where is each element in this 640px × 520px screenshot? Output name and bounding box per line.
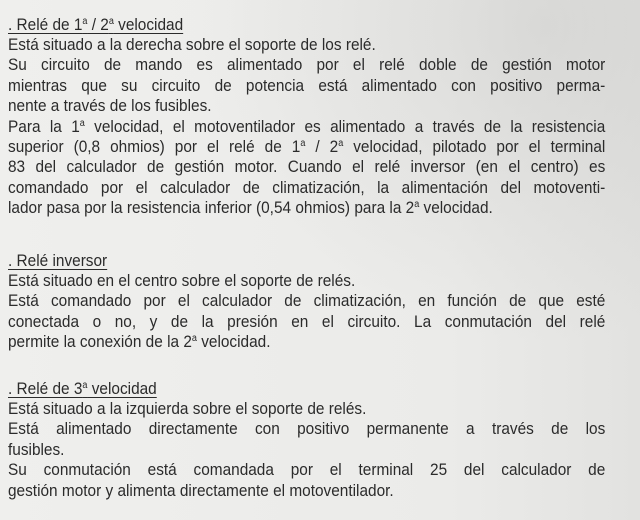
section-rele-1-2-velocidad	[8, 14, 605, 219]
paragraph-line: nente a través de los fusibles.	[8, 96, 212, 116]
paragraph-line: Para la 1$^a$ velocidad, el motoventilador es alimentado a través de la resistencia	[8, 116, 606, 136]
paragraph-line: gestión motor y alimenta directamente el motoventilador.	[8, 480, 394, 500]
paragraph-line: permite la conexión de la 2$^a$ velocidad.	[8, 332, 271, 352]
paragraph-line: conectada o no, y de la presión en el circuito. La conmutación del relé	[8, 311, 606, 331]
paragraph-line: lador pasa por la resistencia inferior (0,54 ohmios) para la 2$^a$ velocidad.	[8, 198, 493, 218]
section-rele-3-velocidad	[8, 378, 605, 501]
paragraph-line: superior (0,8 ohmios) por el relé de 1$^a$ / 2$^a$ velocidad, pilotado por el terminal	[8, 137, 606, 157]
paragraph-line: Está situado a la izquierda sobre el soporte de relés.	[8, 399, 367, 418]
paragraph-line: comandado por el calculador de climatización, la alimentación del motoventi-	[8, 177, 606, 197]
section-heading: . Relé de 3$^a$ velocidad	[8, 379, 157, 398]
paragraph-line: Su circuito de mando es alimentado por el relé doble de gestión motor	[8, 55, 606, 75]
section-heading: . Relé de 1$^a$ / 2$^a$ velocidad	[8, 15, 184, 34]
section-heading: . Relé inversor	[8, 251, 108, 270]
paragraph-line: Está comandado por el calculador de climatización, en función de que esté	[8, 291, 606, 311]
paragraph-line: Su conmutación está comandada por el terminal 25 del calculador de	[8, 460, 606, 480]
paragraph-line: Está situado en el centro sobre el soporte de relés.	[8, 271, 356, 290]
paragraph-line: 83 del calculador de gestión motor. Cuando el relé inversor (en el centro) es	[8, 157, 606, 177]
paragraph-line: fusibles.	[8, 439, 65, 459]
section-rele-inversor	[8, 250, 605, 353]
paragraph-line: Está situado a la derecha sobre el soporte de los relé.	[8, 35, 376, 54]
paragraph-line: mientras que su circuito de potencia está alimentado con positivo perma-	[8, 75, 606, 95]
paragraph-line: Está alimentado directamente con positivo permanente a través de los	[8, 419, 606, 439]
